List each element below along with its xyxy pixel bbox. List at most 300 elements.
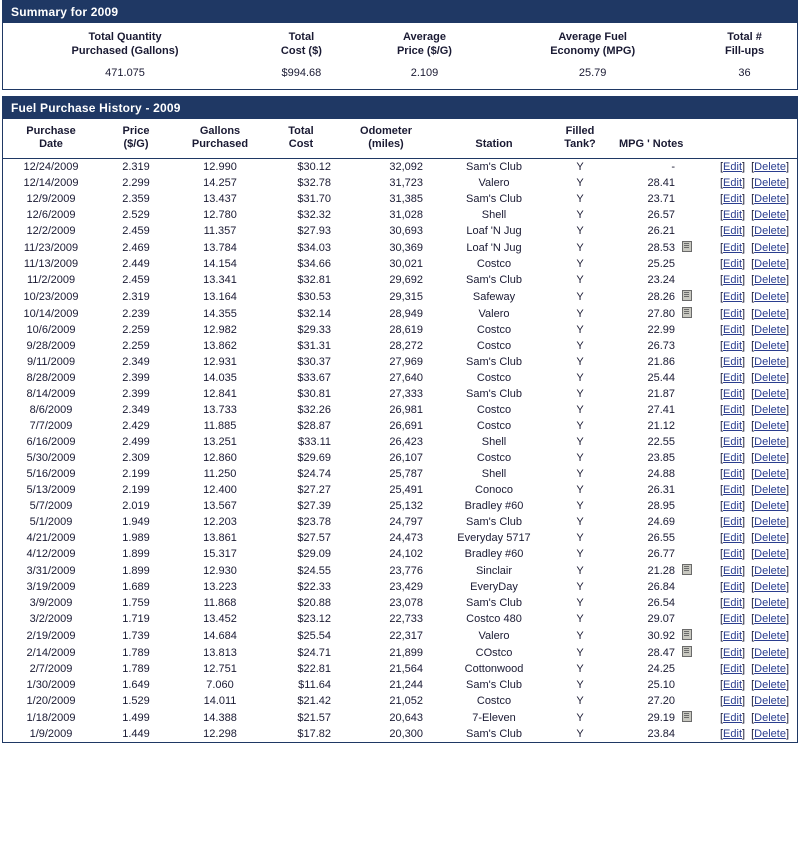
cell-total-cost: $33.67 bbox=[297, 372, 331, 384]
edit-link[interactable]: Edit bbox=[723, 629, 743, 642]
delete-link[interactable]: Delete bbox=[754, 356, 786, 368]
bracket-close: ] bbox=[785, 532, 789, 544]
cell-mpg: 21.28 bbox=[647, 564, 675, 577]
row-actions bbox=[720, 436, 789, 448]
cell-gallons-purchased: 13.164 bbox=[203, 290, 237, 303]
cell-actions bbox=[702, 159, 797, 176]
edit-link[interactable]: Edit bbox=[723, 161, 743, 173]
summary-panel bbox=[2, 0, 798, 90]
cell-purchase-date: 4/12/2009 bbox=[26, 548, 76, 560]
delete-link[interactable]: Delete bbox=[754, 613, 786, 625]
edit-link[interactable]: Edit bbox=[723, 663, 743, 675]
bracket-open: [ bbox=[751, 356, 755, 368]
cell-note bbox=[679, 546, 702, 562]
cell-actions bbox=[702, 272, 797, 288]
bracket-open: [ bbox=[751, 209, 755, 221]
delete-link[interactable]: Delete bbox=[754, 581, 786, 593]
edit-link[interactable]: Edit bbox=[723, 404, 743, 416]
bracket-open: [ bbox=[719, 209, 724, 221]
row-actions bbox=[720, 728, 789, 740]
edit-link[interactable]: Edit bbox=[723, 532, 743, 544]
cell-mpg: 29.19 bbox=[647, 711, 675, 724]
cell-odometer: 26,423 bbox=[389, 436, 423, 448]
cell-total-cost: $32.14 bbox=[297, 307, 331, 320]
cell-filled-tank: Y bbox=[576, 388, 584, 400]
delete-link[interactable]: Delete bbox=[754, 161, 786, 173]
table-row bbox=[3, 288, 797, 305]
row-actions bbox=[720, 161, 789, 173]
cell-odometer: 23,776 bbox=[389, 564, 423, 577]
bracket-close: ] bbox=[785, 420, 789, 432]
col-header-odometer-l2: (miles) bbox=[368, 138, 404, 151]
edit-link[interactable]: Edit bbox=[723, 452, 743, 464]
cell-gallons-purchased: 12.841 bbox=[203, 388, 237, 400]
bracket-open: [ bbox=[719, 372, 724, 384]
cell-total-cost: $30.37 bbox=[297, 356, 331, 368]
bracket-close: ] bbox=[785, 564, 789, 577]
edit-link[interactable]: Edit bbox=[723, 597, 743, 609]
bracket-close: ] bbox=[742, 225, 746, 237]
summary-value-total-fillups: 36 bbox=[738, 66, 751, 79]
cell-total-cost: $31.31 bbox=[297, 340, 331, 352]
cell-odometer: 26,981 bbox=[389, 404, 423, 416]
table-row bbox=[3, 562, 797, 579]
edit-link[interactable]: Edit bbox=[723, 500, 743, 512]
cell-actions bbox=[702, 450, 797, 466]
delete-link[interactable]: Delete bbox=[754, 436, 786, 448]
history-header-row bbox=[3, 119, 797, 159]
bracket-open: [ bbox=[719, 436, 724, 448]
cell-price: 1.899 bbox=[122, 564, 150, 577]
bracket-open: [ bbox=[719, 324, 724, 336]
edit-link[interactable]: Edit bbox=[723, 340, 743, 352]
delete-link[interactable]: Delete bbox=[754, 695, 786, 707]
edit-link[interactable]: Edit bbox=[723, 193, 743, 205]
bracket-close: ] bbox=[785, 452, 789, 464]
bracket-open: [ bbox=[751, 711, 755, 724]
cell-actions bbox=[702, 434, 797, 450]
cell-actions bbox=[702, 175, 797, 191]
bracket-close: ] bbox=[742, 679, 746, 691]
delete-link[interactable]: Delete bbox=[754, 372, 786, 384]
bracket-open: [ bbox=[751, 728, 755, 740]
cell-gallons-purchased: 14.011 bbox=[203, 695, 237, 707]
bracket-close: ] bbox=[785, 290, 789, 303]
bracket-close: ] bbox=[785, 274, 789, 286]
cell-station: Bradley #60 bbox=[464, 500, 524, 512]
cell-price: 2.199 bbox=[122, 468, 150, 480]
delete-link[interactable]: Delete bbox=[754, 340, 786, 352]
fuel-history-table bbox=[3, 119, 797, 743]
cell-note bbox=[679, 434, 702, 450]
delete-link[interactable]: Delete bbox=[754, 307, 786, 320]
cell-note bbox=[679, 386, 702, 402]
cell-total-cost: $23.78 bbox=[297, 516, 331, 528]
cell-odometer: 24,473 bbox=[389, 532, 423, 544]
note-icon[interactable] bbox=[682, 290, 692, 301]
cell-actions bbox=[702, 354, 797, 370]
cell-odometer: 28,272 bbox=[389, 340, 423, 352]
table-row bbox=[3, 693, 797, 709]
cell-filled-tank: Y bbox=[576, 597, 584, 609]
col-header-station: Station bbox=[441, 119, 547, 159]
table-row bbox=[3, 595, 797, 611]
table-row bbox=[3, 338, 797, 354]
cell-purchase-date: 3/19/2009 bbox=[26, 581, 76, 593]
edit-link[interactable]: Edit bbox=[723, 468, 743, 480]
cell-mpg: 28.47 bbox=[647, 646, 675, 659]
cell-gallons-purchased: 12.930 bbox=[203, 564, 237, 577]
cell-total-cost: $11.64 bbox=[298, 679, 331, 691]
edit-link[interactable]: Edit bbox=[723, 307, 743, 320]
row-actions bbox=[720, 695, 789, 707]
bracket-close: ] bbox=[742, 663, 746, 675]
delete-link[interactable]: Delete bbox=[754, 241, 786, 254]
summary-col-1-line2: Cost ($) bbox=[280, 44, 322, 57]
row-actions bbox=[720, 372, 789, 384]
bracket-open: [ bbox=[751, 161, 755, 173]
delete-link[interactable]: Delete bbox=[754, 452, 786, 464]
cell-purchase-date: 11/2/2009 bbox=[26, 274, 76, 286]
table-row bbox=[3, 514, 797, 530]
bracket-open: [ bbox=[751, 581, 755, 593]
table-row bbox=[3, 579, 797, 595]
table-row bbox=[3, 175, 797, 191]
cell-gallons-purchased: 14.355 bbox=[203, 307, 237, 320]
bracket-open: [ bbox=[751, 404, 755, 416]
cell-filled-tank: Y bbox=[576, 193, 584, 205]
cell-mpg: 23.24 bbox=[647, 274, 675, 286]
cell-mpg: 26.54 bbox=[647, 597, 675, 609]
cell-gallons-purchased: 13.813 bbox=[203, 646, 237, 659]
row-actions bbox=[720, 356, 789, 368]
row-actions bbox=[720, 647, 789, 659]
edit-link[interactable]: Edit bbox=[723, 548, 743, 560]
table-row bbox=[3, 546, 797, 562]
table-row bbox=[3, 386, 797, 402]
bracket-close: ] bbox=[785, 388, 789, 400]
cell-actions bbox=[702, 562, 797, 579]
table-row bbox=[3, 418, 797, 434]
bracket-close: ] bbox=[785, 225, 789, 237]
summary-col-3-line2: Economy (MPG) bbox=[550, 44, 636, 57]
bracket-close: ] bbox=[742, 177, 746, 189]
delete-link[interactable]: Delete bbox=[754, 290, 786, 303]
bracket-close: ] bbox=[742, 274, 746, 286]
cell-purchase-date: 9/28/2009 bbox=[26, 340, 76, 352]
cell-actions bbox=[702, 466, 797, 482]
bracket-open: [ bbox=[751, 372, 755, 384]
cell-purchase-date: 5/16/2009 bbox=[26, 468, 76, 480]
bracket-close: ] bbox=[785, 468, 789, 480]
cell-station: Costco bbox=[476, 452, 512, 464]
cell-odometer: 30,369 bbox=[389, 241, 423, 254]
cell-odometer: 21,244 bbox=[389, 679, 423, 691]
edit-link[interactable]: Edit bbox=[723, 372, 743, 384]
delete-link[interactable]: Delete bbox=[754, 193, 786, 205]
edit-link[interactable]: Edit bbox=[723, 516, 743, 528]
table-row bbox=[3, 207, 797, 223]
cell-total-cost: $25.54 bbox=[297, 629, 331, 642]
bracket-close: ] bbox=[742, 340, 746, 352]
cell-gallons-purchased: 13.437 bbox=[203, 193, 237, 205]
cell-purchase-date: 6/16/2009 bbox=[26, 436, 76, 448]
edit-link[interactable]: Edit bbox=[723, 324, 743, 336]
edit-link[interactable]: Edit bbox=[723, 646, 743, 659]
cell-note bbox=[679, 595, 702, 611]
row-actions bbox=[720, 663, 789, 675]
bracket-open: [ bbox=[751, 307, 755, 320]
cell-station: COstco bbox=[475, 646, 513, 659]
cell-gallons-purchased: 14.684 bbox=[203, 629, 237, 642]
cell-gallons-purchased: 12.860 bbox=[203, 452, 237, 464]
bracket-close: ] bbox=[785, 629, 789, 642]
edit-link[interactable]: Edit bbox=[723, 225, 743, 237]
bracket-close: ] bbox=[742, 516, 746, 528]
row-actions bbox=[720, 532, 789, 544]
cell-gallons-purchased: 11.868 bbox=[203, 597, 237, 609]
cell-station: Shell bbox=[481, 436, 507, 448]
col-header-total-cost bbox=[267, 119, 345, 159]
edit-link[interactable]: Edit bbox=[723, 241, 743, 254]
row-actions bbox=[720, 597, 789, 609]
cell-purchase-date: 11/23/2009 bbox=[23, 241, 79, 254]
cell-station: Loaf 'N Jug bbox=[466, 225, 522, 237]
edit-link[interactable]: Edit bbox=[723, 274, 743, 286]
bracket-open: [ bbox=[719, 193, 724, 205]
cell-odometer: 30,021 bbox=[389, 258, 423, 270]
cell-station: Safeway bbox=[472, 290, 516, 303]
delete-link[interactable]: Delete bbox=[754, 484, 786, 496]
note-icon[interactable] bbox=[682, 711, 692, 722]
cell-total-cost: $29.09 bbox=[297, 548, 331, 560]
row-actions bbox=[720, 340, 789, 352]
cell-mpg: 27.80 bbox=[647, 307, 675, 320]
edit-link[interactable]: Edit bbox=[723, 290, 743, 303]
row-actions bbox=[720, 404, 789, 416]
cell-purchase-date: 8/14/2009 bbox=[26, 388, 76, 400]
summary-col-3-line1: Average Fuel bbox=[558, 31, 627, 43]
delete-link[interactable]: Delete bbox=[754, 516, 786, 528]
cell-purchase-date: 10/14/2009 bbox=[23, 307, 79, 320]
bracket-close: ] bbox=[742, 241, 746, 254]
edit-link[interactable]: Edit bbox=[723, 711, 743, 724]
bracket-close: ] bbox=[742, 581, 746, 593]
cell-station: Costco bbox=[476, 258, 512, 270]
table-row bbox=[3, 644, 797, 661]
cell-purchase-date: 5/1/2009 bbox=[29, 516, 73, 528]
cell-price: 2.459 bbox=[122, 225, 150, 237]
cell-filled-tank: Y bbox=[576, 711, 584, 724]
cell-filled-tank: Y bbox=[576, 340, 584, 352]
edit-link[interactable]: Edit bbox=[723, 388, 743, 400]
bracket-open: [ bbox=[751, 597, 755, 609]
cell-purchase-date: 9/11/2009 bbox=[26, 356, 76, 368]
bracket-open: [ bbox=[719, 307, 724, 320]
bracket-open: [ bbox=[751, 241, 755, 254]
edit-link[interactable]: Edit bbox=[723, 484, 743, 496]
summary-col-header-0 bbox=[3, 23, 247, 63]
cell-filled-tank: Y bbox=[576, 532, 584, 544]
cell-filled-tank: Y bbox=[576, 613, 584, 625]
bracket-open: [ bbox=[751, 388, 755, 400]
summary-col-2-line2: Price ($/G) bbox=[396, 44, 452, 57]
cell-mpg: 26.77 bbox=[647, 548, 675, 560]
bracket-open: [ bbox=[719, 274, 724, 286]
row-actions bbox=[720, 500, 789, 512]
bracket-close: ] bbox=[785, 241, 789, 254]
cell-station: Costco bbox=[476, 420, 512, 432]
cell-mpg: 28.53 bbox=[647, 241, 675, 254]
cell-total-cost: $27.27 bbox=[297, 484, 331, 496]
cell-actions bbox=[702, 579, 797, 595]
delete-link[interactable]: Delete bbox=[754, 209, 786, 221]
cell-price: 2.309 bbox=[122, 452, 150, 464]
row-actions bbox=[720, 484, 789, 496]
row-actions bbox=[720, 516, 789, 528]
note-icon[interactable] bbox=[682, 646, 692, 657]
note-icon[interactable] bbox=[682, 307, 692, 318]
table-row bbox=[3, 450, 797, 466]
table-row bbox=[3, 661, 797, 677]
note-icon[interactable] bbox=[682, 241, 692, 252]
cell-station: Sam's Club bbox=[466, 274, 522, 286]
cell-filled-tank: Y bbox=[576, 516, 584, 528]
summary-value-total-quantity: 471.075 bbox=[105, 66, 145, 79]
note-icon[interactable] bbox=[682, 629, 692, 640]
cell-gallons-purchased: 13.251 bbox=[203, 436, 237, 448]
cell-actions bbox=[702, 546, 797, 562]
edit-link[interactable]: Edit bbox=[723, 581, 743, 593]
cell-note bbox=[679, 627, 702, 644]
delete-link[interactable]: Delete bbox=[754, 646, 786, 659]
cell-note bbox=[679, 418, 702, 434]
cell-purchase-date: 1/9/2009 bbox=[29, 728, 73, 740]
table-row bbox=[3, 239, 797, 256]
edit-link[interactable]: Edit bbox=[723, 728, 743, 740]
delete-link[interactable]: Delete bbox=[754, 274, 786, 286]
edit-link[interactable]: Edit bbox=[723, 564, 743, 577]
cell-mpg: - bbox=[671, 161, 675, 173]
edit-link[interactable]: Edit bbox=[723, 436, 743, 448]
delete-link[interactable]: Delete bbox=[754, 711, 786, 724]
bracket-close: ] bbox=[742, 564, 746, 577]
edit-link[interactable]: Edit bbox=[723, 356, 743, 368]
cell-actions bbox=[702, 627, 797, 644]
fuel-history-body bbox=[3, 159, 797, 743]
cell-actions bbox=[702, 338, 797, 354]
row-actions bbox=[720, 679, 789, 691]
cell-odometer: 23,078 bbox=[389, 597, 423, 609]
cell-total-cost: $32.81 bbox=[297, 274, 331, 286]
summary-value-average-price: 2.109 bbox=[410, 66, 439, 79]
edit-link[interactable]: Edit bbox=[723, 679, 743, 691]
cell-purchase-date: 3/31/2009 bbox=[26, 564, 76, 577]
col-header-purchase-date bbox=[3, 119, 99, 159]
cell-note bbox=[679, 709, 702, 726]
cell-price: 2.359 bbox=[122, 193, 150, 205]
delete-link[interactable]: Delete bbox=[754, 420, 786, 432]
cell-price: 1.789 bbox=[122, 646, 150, 659]
table-row bbox=[3, 191, 797, 207]
bracket-close: ] bbox=[785, 548, 789, 560]
cell-odometer: 20,643 bbox=[389, 711, 423, 724]
cell-price: 2.259 bbox=[122, 340, 150, 352]
cell-total-cost: $30.12 bbox=[297, 161, 331, 173]
bracket-close: ] bbox=[785, 209, 789, 221]
cell-filled-tank: Y bbox=[576, 452, 584, 464]
bracket-open: [ bbox=[751, 516, 755, 528]
cell-note bbox=[679, 644, 702, 661]
edit-link[interactable]: Edit bbox=[723, 209, 743, 221]
cell-actions bbox=[702, 677, 797, 693]
delete-link[interactable]: Delete bbox=[754, 324, 786, 336]
edit-link[interactable]: Edit bbox=[723, 613, 743, 625]
cell-price: 2.239 bbox=[122, 307, 150, 320]
bracket-open: [ bbox=[751, 324, 755, 336]
delete-link[interactable]: Delete bbox=[754, 629, 786, 642]
edit-link[interactable]: Edit bbox=[723, 695, 743, 707]
cell-total-cost: $34.03 bbox=[297, 241, 331, 254]
delete-link[interactable]: Delete bbox=[754, 597, 786, 609]
table-row bbox=[3, 402, 797, 418]
delete-link[interactable]: Delete bbox=[754, 468, 786, 480]
bracket-close: ] bbox=[785, 177, 789, 189]
bracket-close: ] bbox=[742, 258, 746, 270]
delete-link[interactable]: Delete bbox=[754, 225, 786, 237]
edit-link[interactable]: Edit bbox=[723, 258, 743, 270]
delete-link[interactable]: Delete bbox=[754, 177, 786, 189]
note-icon[interactable] bbox=[682, 564, 692, 575]
cell-actions bbox=[702, 595, 797, 611]
delete-link[interactable]: Delete bbox=[754, 679, 786, 691]
cell-total-cost: $32.32 bbox=[297, 209, 331, 221]
bracket-open: [ bbox=[751, 679, 755, 691]
delete-link[interactable]: Delete bbox=[754, 388, 786, 400]
delete-link[interactable]: Delete bbox=[754, 258, 786, 270]
cell-odometer: 26,107 bbox=[389, 452, 423, 464]
edit-link[interactable]: Edit bbox=[723, 420, 743, 432]
bracket-close: ] bbox=[785, 193, 789, 205]
table-row bbox=[3, 498, 797, 514]
delete-link[interactable]: Delete bbox=[754, 564, 786, 577]
cell-filled-tank: Y bbox=[576, 420, 584, 432]
summary-col-2-line1: Average bbox=[402, 31, 446, 43]
cell-price: 2.399 bbox=[122, 388, 150, 400]
bracket-close: ] bbox=[785, 340, 789, 352]
delete-link[interactable]: Delete bbox=[754, 728, 786, 740]
bracket-open: [ bbox=[719, 356, 724, 368]
cell-gallons-purchased: 13.567 bbox=[203, 500, 237, 512]
bracket-close: ] bbox=[785, 516, 789, 528]
row-actions bbox=[720, 177, 789, 189]
delete-link[interactable]: Delete bbox=[754, 532, 786, 544]
delete-link[interactable]: Delete bbox=[754, 663, 786, 675]
cell-filled-tank: Y bbox=[576, 468, 584, 480]
bracket-open: [ bbox=[751, 420, 755, 432]
cell-total-cost: $24.55 bbox=[297, 564, 331, 577]
table-row bbox=[3, 305, 797, 322]
delete-link[interactable]: Delete bbox=[754, 548, 786, 560]
col-header-total-cost-l1: Total bbox=[288, 124, 314, 137]
bracket-close: ] bbox=[742, 436, 746, 448]
delete-link[interactable]: Delete bbox=[754, 500, 786, 512]
delete-link[interactable]: Delete bbox=[754, 404, 786, 416]
edit-link[interactable]: Edit bbox=[723, 177, 743, 189]
row-actions bbox=[720, 308, 789, 320]
cell-actions bbox=[702, 386, 797, 402]
cell-mpg: 26.73 bbox=[647, 340, 675, 352]
